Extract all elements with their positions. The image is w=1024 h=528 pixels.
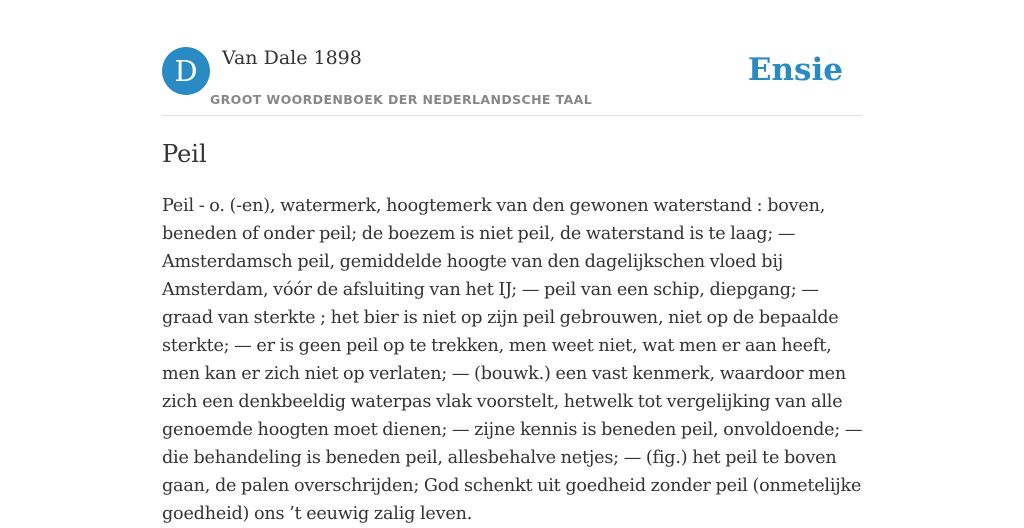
- dictionary-title[interactable]: Van Dale 1898: [222, 47, 362, 69]
- dictionary-header: [162, 46, 862, 116]
- header-divider: [162, 115, 862, 116]
- dictionary-avatar[interactable]: D: [162, 47, 210, 95]
- entry-headword: Peil: [162, 140, 207, 168]
- dictionary-subtitle: GROOT WOORDENBOEK DER NEDERLANDSCHE TAAL: [210, 92, 593, 107]
- entry-definition: Peil - o. (-en), watermerk, hoogtemerk van den gewonen waterstand : boven, beneden of onder peil; de boezem is niet peil, de waterstand is te laag; — Amsterdamsch peil, gemiddelde hoogte van den dagelijkschen vloed bij Amsterdam, vóór de afsluiting van het IJ; — peil van een schip, diepgang; — graad van sterkte ; het bier is niet op zijn peil gebrouwen, niet op de bepaalde sterkte; — er is geen peil op te trekken, men weet niet, wat men er aan heeft, men kan er zich niet op verlaten; — (bouwk.) een vast kenmerk, waardoor men zich een denkbeeldig waterpas vlak voorstelt, hetwelk tot vergelijking van alle genoemde hoogten moet dienen; — zijne kennis is beneden peil, onvoldoende; — die behandeling is beneden peil, allesbehalve netjes; — (fig.) het peil te boven gaan, de palen overschrijden; God schenkt uit goedheid zonder peil (onmetelijke goedheid) ons ’t eeuwig zalig leven.: [162, 196, 863, 524]
- ensie-logo[interactable]: Ensie: [747, 52, 843, 88]
